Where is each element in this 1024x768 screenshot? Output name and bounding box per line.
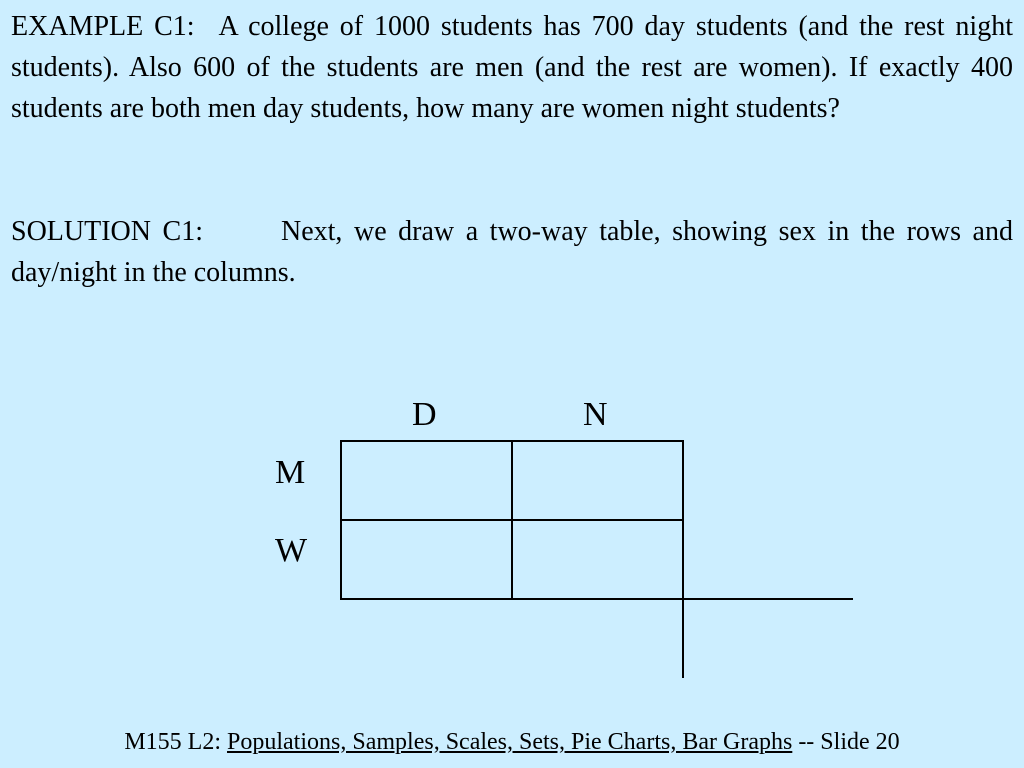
column-header-night: N (583, 396, 608, 433)
table-line-center (511, 440, 513, 600)
row-header-women: W (275, 532, 308, 569)
example-label: EXAMPLE C1: (11, 11, 195, 42)
solution-text: Next, we draw a two-way table, showing sex in the rows and day/night in the columns. (11, 216, 1013, 288)
slide-footer (0, 727, 1024, 757)
column-header-day: D (412, 396, 437, 433)
table-line-right (682, 440, 684, 678)
row-header-men: M (275, 454, 306, 491)
example-text: A college of 1000 students has 700 day students (and the rest night students). Also 600 of the students are men (and the rest are women). If exactly 400 students are both men day students, how many are women night students? (11, 11, 1013, 124)
footer-suffix: -- Slide 20 (798, 729, 900, 755)
solution-label: SOLUTION C1: (11, 216, 203, 247)
solution-paragraph (11, 211, 1013, 293)
footer-prefix: M155 L2: (124, 729, 222, 755)
example-paragraph (11, 6, 1013, 129)
table-line-bottom (340, 598, 853, 600)
footer-title-link[interactable]: Populations, Samples, Scales, Sets, Pie Charts, Bar Graphs (227, 729, 793, 755)
table-line-left (340, 440, 342, 600)
